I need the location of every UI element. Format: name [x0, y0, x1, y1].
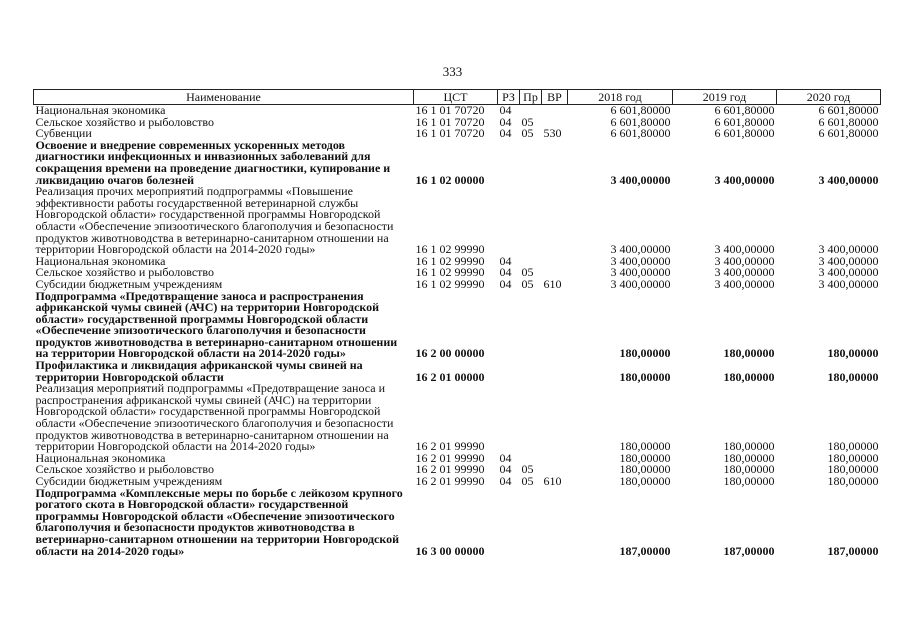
cell-rz: 04	[499, 276, 512, 291]
cell-vr: 610	[543, 474, 562, 488]
cell-pr	[520, 360, 542, 383]
cell-rz	[498, 360, 520, 383]
cell-cst: 16 1 02 99990	[415, 276, 485, 291]
table-row	[34, 383, 881, 453]
cell-pr	[520, 140, 542, 186]
cell-rz: 04	[499, 253, 512, 268]
cell-pr: 05	[521, 126, 534, 141]
cell-2018: 180,00000	[619, 369, 671, 384]
table-row	[34, 140, 881, 186]
cell-vr	[542, 105, 568, 117]
cell-2019: 180,00000	[723, 474, 775, 488]
cell-name: Реализация прочих мероприятий подпрограммы «Повышение эффективности работы государственной ветеринарной службы Новгородской области» государственной программы Новгородской области «Обеспечение эпизоотического благополучия и безопасности продуктов животноводства в ветеринарно-санитарном отношении на территории Новгородской области на 2014-2020 годы»	[35, 184, 394, 257]
cell-rz: 04	[499, 126, 512, 141]
cell-2018: 3 400,00000	[610, 253, 671, 268]
cell-vr	[542, 383, 568, 453]
cell-pr: 05	[521, 276, 534, 291]
header-2019: 2019 год	[673, 90, 777, 105]
cell-2018: 180,00000	[619, 462, 671, 477]
cell-2020: 180,00000	[827, 346, 879, 361]
cell-cst: 16 1 02 99990	[415, 242, 485, 257]
cell-2019: 187,00000	[723, 543, 775, 558]
cell-name: Освоение и внедрение современных ускоренных методов диагностики инфекционных и инвазионных заболеваний для сокращения времени на проведение диагностики, купирование и ликвидацию очагов болезней	[35, 137, 391, 187]
header-vr: ВР	[542, 90, 568, 105]
cell-2019: 3 400,00000	[714, 276, 775, 291]
cell-2019: 6 601,80000	[714, 126, 775, 141]
cell-vr	[542, 453, 568, 465]
cell-2020: 3 400,00000	[818, 276, 879, 291]
cell-2018: 3 400,00000	[610, 276, 671, 291]
cell-name: Реализация мероприятий подпрограммы «Предотвращение заноса и распространения африканской чумы свиней (АЧС) на территории Новгородской области» государственной программы Новгородской области «Обеспечение эпизоотического благополучия и безопасности продуктов животноводства в ветеринарно-санитарном отношении на территории Новгородской области на 2014-2020 годы»	[35, 381, 394, 454]
header-rz: РЗ	[498, 90, 520, 105]
cell-2020: 6 601,80000	[818, 114, 879, 129]
cell-rz	[498, 488, 520, 558]
cell-pr	[520, 186, 542, 256]
cell-2019: 6 601,80000	[714, 103, 775, 117]
header-cst: ЦСТ	[414, 90, 498, 105]
cell-2018: 180,00000	[619, 439, 671, 454]
cell-2019: 180,00000	[723, 439, 775, 454]
cell-2020: 3 400,00000	[818, 172, 879, 187]
cell-name: Субвенции	[35, 126, 92, 141]
cell-cst: 16 3 00 00000	[415, 543, 485, 558]
cell-pr: 05	[521, 462, 534, 477]
cell-2019: 3 400,00000	[714, 253, 775, 268]
cell-vr: 610	[543, 276, 562, 291]
cell-rz	[498, 140, 520, 186]
cell-rz	[498, 186, 520, 256]
cell-2020: 6 601,80000	[818, 103, 879, 117]
cell-2020: 3 400,00000	[818, 253, 879, 268]
cell-2020: 6 601,80000	[818, 126, 879, 141]
cell-2019: 180,00000	[723, 450, 775, 465]
cell-2020: 3 400,00000	[818, 265, 879, 280]
header-2018: 2018 год	[568, 90, 673, 105]
table-row	[34, 186, 881, 256]
header-pr: Пр	[520, 90, 542, 105]
cell-cst: 16 1 02 00000	[415, 172, 485, 187]
cell-rz: 04	[499, 114, 512, 129]
cell-2019: 3 400,00000	[714, 172, 775, 187]
cell-name: Национальная экономика	[35, 103, 166, 117]
cell-name: Профилактика и ликвидация африканской чумы свиней на территории Новгородской области	[35, 358, 363, 384]
cell-2019: 180,00000	[723, 369, 775, 384]
cell-name: Сельское хозяйство и рыболовство	[35, 114, 215, 129]
table-row	[34, 291, 881, 361]
cell-name: Подпрограмма «Предотвращение заноса и распространения африканской чумы свиней (АЧС) на территории Новгородской области» государственной программы Новгородской области «Обеспечение эпизоотического благополучия и безопасности продуктов животноводства в ветеринарно-санитарном отношении на территории Новгородской области на 2014-2020 годы»	[35, 288, 398, 361]
cell-vr	[542, 186, 568, 256]
cell-2020: 180,00000	[827, 450, 879, 465]
cell-2019: 180,00000	[723, 346, 775, 361]
cell-rz: 04	[499, 265, 512, 280]
cell-cst: 16 1 01 70720	[415, 126, 485, 141]
budget-table	[33, 89, 881, 557]
cell-2019: 180,00000	[723, 462, 775, 477]
cell-name: Национальная экономика	[35, 253, 166, 268]
cell-cst: 16 1 02 99990	[415, 253, 485, 268]
cell-2018: 6 601,80000	[610, 114, 671, 129]
cell-pr	[520, 488, 542, 558]
cell-cst: 16 2 00 00000	[415, 346, 485, 361]
cell-2020: 180,00000	[827, 439, 879, 454]
cell-cst: 16 1 01 70720	[415, 114, 485, 129]
cell-cst: 16 1 02 99990	[415, 265, 485, 280]
cell-pr: 05	[521, 265, 534, 280]
cell-vr	[542, 488, 568, 558]
cell-vr: 530	[543, 126, 562, 141]
table-row	[34, 360, 881, 383]
cell-2018: 6 601,80000	[610, 126, 671, 141]
cell-2019: 6 601,80000	[714, 114, 775, 129]
cell-cst: 16 2 01 99990	[415, 474, 485, 488]
table-row	[34, 488, 881, 558]
cell-2018: 3 400,00000	[610, 242, 671, 257]
cell-2018: 3 400,00000	[610, 265, 671, 280]
cell-pr	[520, 383, 542, 453]
cell-2018: 180,00000	[619, 450, 671, 465]
cell-cst: 16 2 01 99990	[415, 439, 485, 454]
cell-name: Субсидии бюджетным учреждениям	[35, 474, 223, 488]
cell-vr	[542, 256, 568, 268]
cell-name: Сельское хозяйство и рыболовство	[35, 265, 215, 280]
cell-2019: 3 400,00000	[714, 242, 775, 257]
cell-vr	[542, 360, 568, 383]
cell-pr: 05	[521, 474, 534, 488]
cell-name: Подпрограмма «Комплексные меры по борьбе с лейкозом крупного рогатого скота в Новгородской области» государственной программы Новгородской области «Обеспечение эпизоотического благополучия и безопасности продуктов животноводства в ветеринарно-санитарном отношении на территории Новгородской области на 2014-2020 годы»	[35, 485, 403, 558]
page-number: 333	[442, 64, 463, 79]
cell-rz: 04	[499, 450, 512, 465]
table-body	[34, 105, 881, 558]
cell-2018: 180,00000	[619, 474, 671, 488]
cell-name: Субсидии бюджетным учреждениям	[35, 276, 223, 291]
cell-rz: 04	[499, 474, 512, 488]
cell-rz	[498, 383, 520, 453]
header-2020: 2020 год	[777, 90, 881, 105]
cell-2020: 3 400,00000	[818, 242, 879, 257]
cell-2018: 180,00000	[619, 346, 671, 361]
header-name: Наименование	[34, 90, 414, 105]
cell-rz	[498, 291, 520, 361]
cell-2018: 187,00000	[619, 543, 671, 558]
cell-2020: 180,00000	[827, 462, 879, 477]
cell-vr	[542, 291, 568, 361]
cell-vr	[542, 140, 568, 186]
cell-name: Национальная экономика	[35, 450, 166, 465]
cell-2018: 6 601,80000	[610, 103, 671, 117]
cell-cst: 16 2 01 99990	[415, 462, 485, 477]
cell-cst: 16 2 01 99990	[415, 450, 485, 465]
cell-pr: 05	[521, 114, 534, 129]
cell-2020: 180,00000	[827, 369, 879, 384]
cell-2020: 187,00000	[827, 543, 879, 558]
cell-rz: 04	[499, 462, 512, 477]
cell-2018: 3 400,00000	[610, 172, 671, 187]
cell-cst: 16 2 01 00000	[415, 369, 485, 384]
cell-name: Сельское хозяйство и рыболовство	[35, 462, 215, 477]
cell-pr	[520, 291, 542, 361]
cell-2019: 3 400,00000	[714, 265, 775, 280]
cell-rz: 04	[499, 103, 512, 117]
cell-2020: 180,00000	[827, 474, 879, 488]
cell-cst: 16 1 01 70720	[415, 103, 485, 117]
